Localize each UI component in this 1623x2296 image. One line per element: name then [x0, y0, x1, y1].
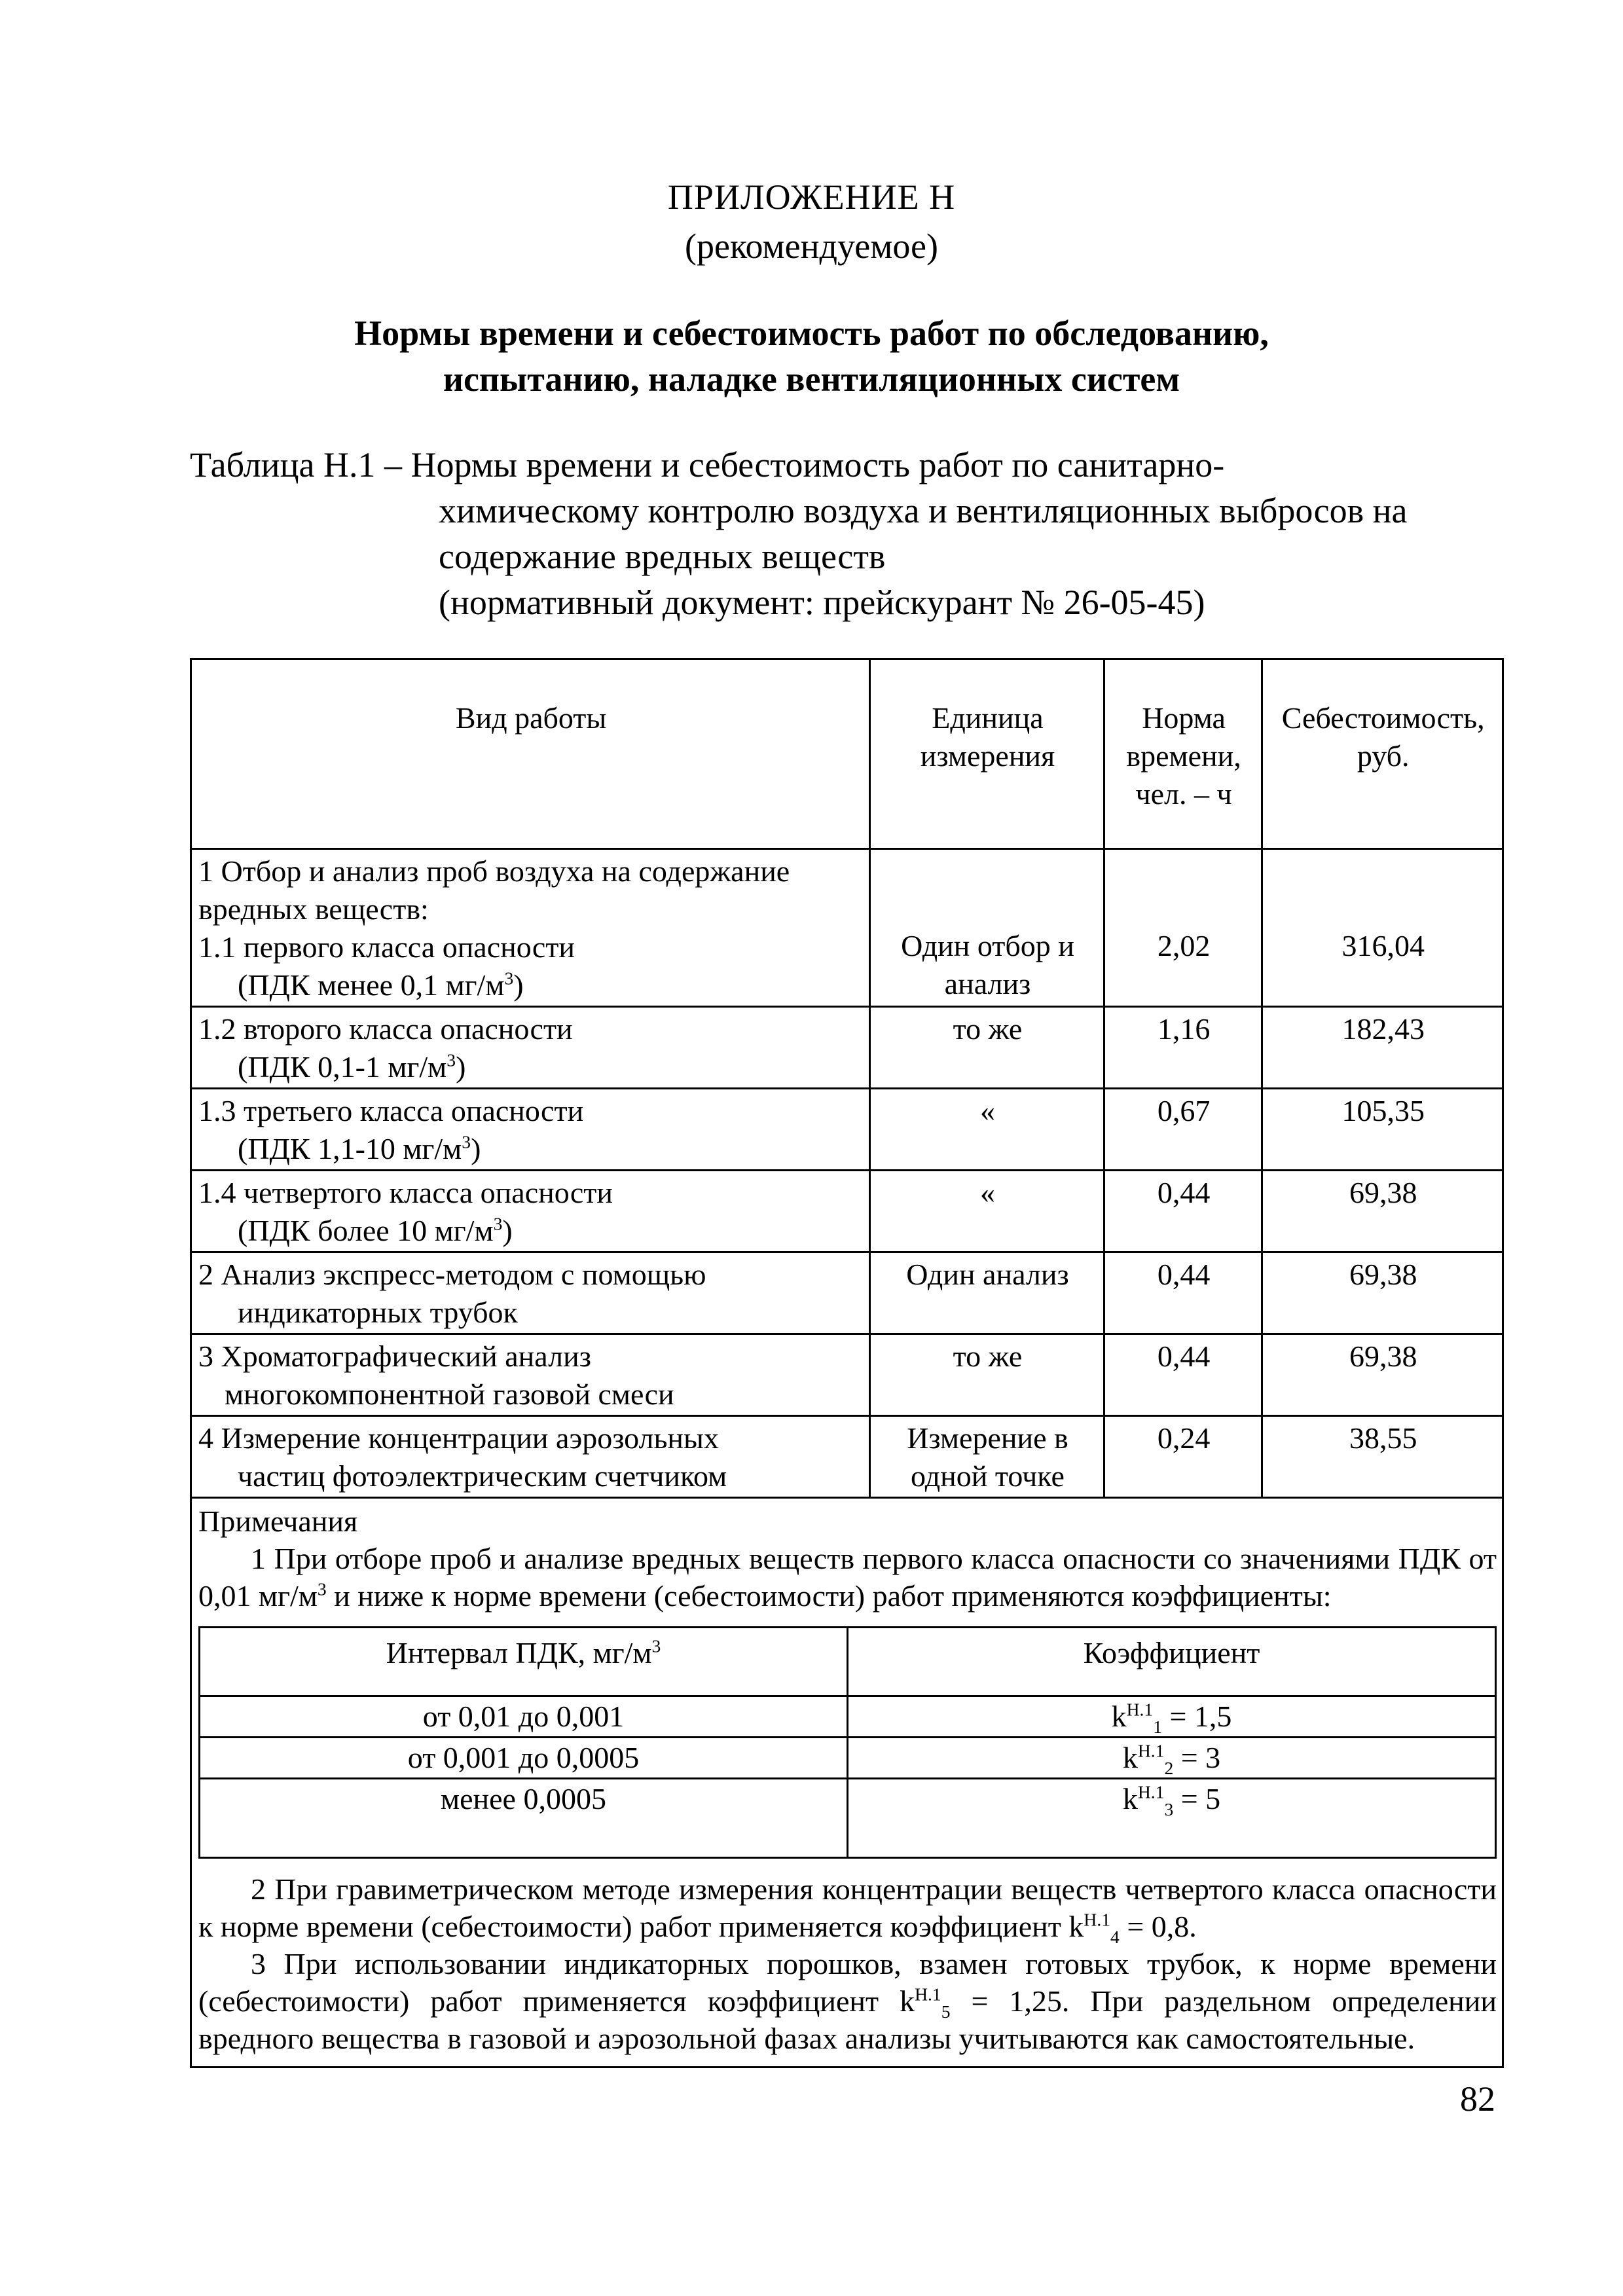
table-row: [191, 1007, 1503, 1089]
work-name: 3 Хроматографический анализ: [198, 1339, 591, 1373]
work-name-cont: частиц фотоэлектрическим счетчиком: [238, 1459, 727, 1493]
notes-cell: [191, 1498, 1503, 2068]
coef-range: от 0,001 до 0,0005: [200, 1738, 848, 1779]
coef-header-row: [200, 1628, 1496, 1696]
group-heading: 1 Отбор и анализ проб воздуха на содержание вредных веществ:: [198, 854, 790, 926]
cost-cell: 182,43: [1262, 1007, 1503, 1089]
coef-value: $k^{Н.1}_3 = 5$: [848, 1779, 1496, 1858]
notes-row: [191, 1498, 1503, 2068]
unit-cell: то же: [870, 1007, 1104, 1089]
coef-range: менее 0,0005: [200, 1779, 848, 1858]
cost-cell: 316,04: [1262, 849, 1503, 1007]
cost-cell: 69,38: [1262, 1334, 1503, 1416]
unit-cell: то же: [870, 1334, 1104, 1416]
work-name: 1.1 первого класса опасности: [198, 930, 575, 964]
caption-line: содержание вредных веществ: [439, 537, 886, 576]
note-1: 1 При отборе проб и анализе вредных веществ первого класса опасности со значениями ПДК от 0,01 $мг/м^3$ и ниже к норме времени (себестоимости) работ применяются коэффициенты:: [198, 1542, 1497, 1613]
annex-type: (рекомендуемое): [685, 227, 938, 266]
pdk-range: (ПДК менее 0,1 $мг/м^3$): [238, 968, 524, 1002]
header-work-type: Вид работы: [191, 659, 870, 849]
document-title-line-1: Нормы времени и себестоимость работ по обследованию,: [354, 314, 1269, 353]
norm-cell: 0,44: [1104, 1252, 1262, 1334]
norm-cell: 0,67: [1104, 1089, 1262, 1171]
page-number: 82: [1460, 2079, 1495, 2119]
coef-row: [200, 1779, 1496, 1858]
unit-cell: Один отбор и анализ: [870, 849, 1104, 1007]
cost-cell: 69,38: [1262, 1252, 1503, 1334]
unit-cell: «: [870, 1089, 1104, 1171]
norm-cell: 0,44: [1104, 1334, 1262, 1416]
note-3: 3 При использовании индикаторных порошков, взамен готовых трубок, к норме времени (себестоимости) работ применяется коэффициент $k^{Н.1}_5 = 1,25$. При раздельном определении вредного вещества в газовой и аэрозольной фазах анализы учитываются как самостоятельные.: [198, 1947, 1497, 2055]
caption-line: (нормативный документ: прейскурант № 26-05-45): [439, 583, 1205, 622]
table-row: [191, 1089, 1503, 1171]
table-row: [191, 1252, 1503, 1334]
table-caption: [190, 442, 1408, 625]
caption-line: Таблица Н.1 – Нормы времени и себестоимость работ по санитарно-: [190, 445, 1225, 484]
work-name: 1.3 третьего класса опасности: [198, 1094, 584, 1127]
pdk-range: (ПДК более 10 $мг/м^3$): [238, 1213, 513, 1247]
norms-table: [190, 658, 1504, 2068]
coef-value: $k^{Н.1}_2 = 3$: [848, 1738, 1496, 1779]
work-name-cont: многокомпонентной газовой смеси: [225, 1377, 674, 1411]
unit-cell: Один анализ: [870, 1252, 1104, 1334]
document-title-line-2: испытанию, наладке вентиляционных систем: [443, 359, 1180, 399]
table-row: [191, 1416, 1503, 1498]
pdk-range: (ПДК 1,1-10 $мг/м^3$): [238, 1131, 481, 1165]
pdk-range: (ПДК 0,1-1 $мг/м^3$): [238, 1049, 466, 1084]
table-row: [191, 1171, 1503, 1252]
cost-cell: 69,38: [1262, 1171, 1503, 1252]
table-row: [191, 849, 1503, 1007]
header-unit: Единица измерения: [870, 659, 1104, 849]
coef-range: от 0,01 до 0,001: [200, 1696, 848, 1738]
work-name: 4 Измерение концентрации аэрозольных: [198, 1421, 719, 1455]
annex-title: ПРИЛОЖЕНИЕ Н: [667, 177, 956, 217]
table-row: [191, 1334, 1503, 1416]
work-name: 1.2 второго класса опасности: [198, 1012, 573, 1046]
work-name: 2 Анализ экспресс-методом с помощью: [198, 1258, 706, 1291]
notes-heading: Примечания: [198, 1504, 358, 1538]
norm-cell: 0,24: [1104, 1416, 1262, 1498]
work-name-cont: индикаторных трубок: [238, 1296, 518, 1329]
table-header-row: [191, 659, 1503, 849]
norm-cell: 1,16: [1104, 1007, 1262, 1089]
coef-header-interval: Интервал ПДК, $мг/м^3$: [200, 1628, 848, 1696]
unit-cell: Измерение в одной точке: [870, 1416, 1104, 1498]
work-name: 1.4 четвертого класса опасности: [198, 1176, 613, 1209]
norm-cell: 2,02: [1104, 849, 1262, 1007]
note-2: 2 При гравиметрическом методе измерения концентрации веществ четвертого класса опасности к норме времени (себестоимости) работ применяется коэффициент $k^{Н.1}_4 = 0,8$.: [198, 1872, 1497, 1948]
coef-value: $k^{Н.1}_1 = 1,5$: [848, 1696, 1496, 1738]
caption-line: химическому контролю воздуха и вентиляционных выбросов на: [439, 491, 1408, 530]
cost-cell: 38,55: [1262, 1416, 1503, 1498]
coef-row: [200, 1696, 1496, 1738]
unit-cell: «: [870, 1171, 1104, 1252]
coefficient-table: [198, 1626, 1497, 1859]
cost-cell: 105,35: [1262, 1089, 1503, 1171]
coef-header-coefficient: Коэффициент: [1083, 1636, 1260, 1669]
header-cost: Себестоимость, руб.: [1262, 659, 1503, 849]
coef-row: [200, 1738, 1496, 1779]
norm-cell: 0,44: [1104, 1171, 1262, 1252]
header-time-norm: Норма времени, чел. – ч: [1104, 659, 1262, 849]
